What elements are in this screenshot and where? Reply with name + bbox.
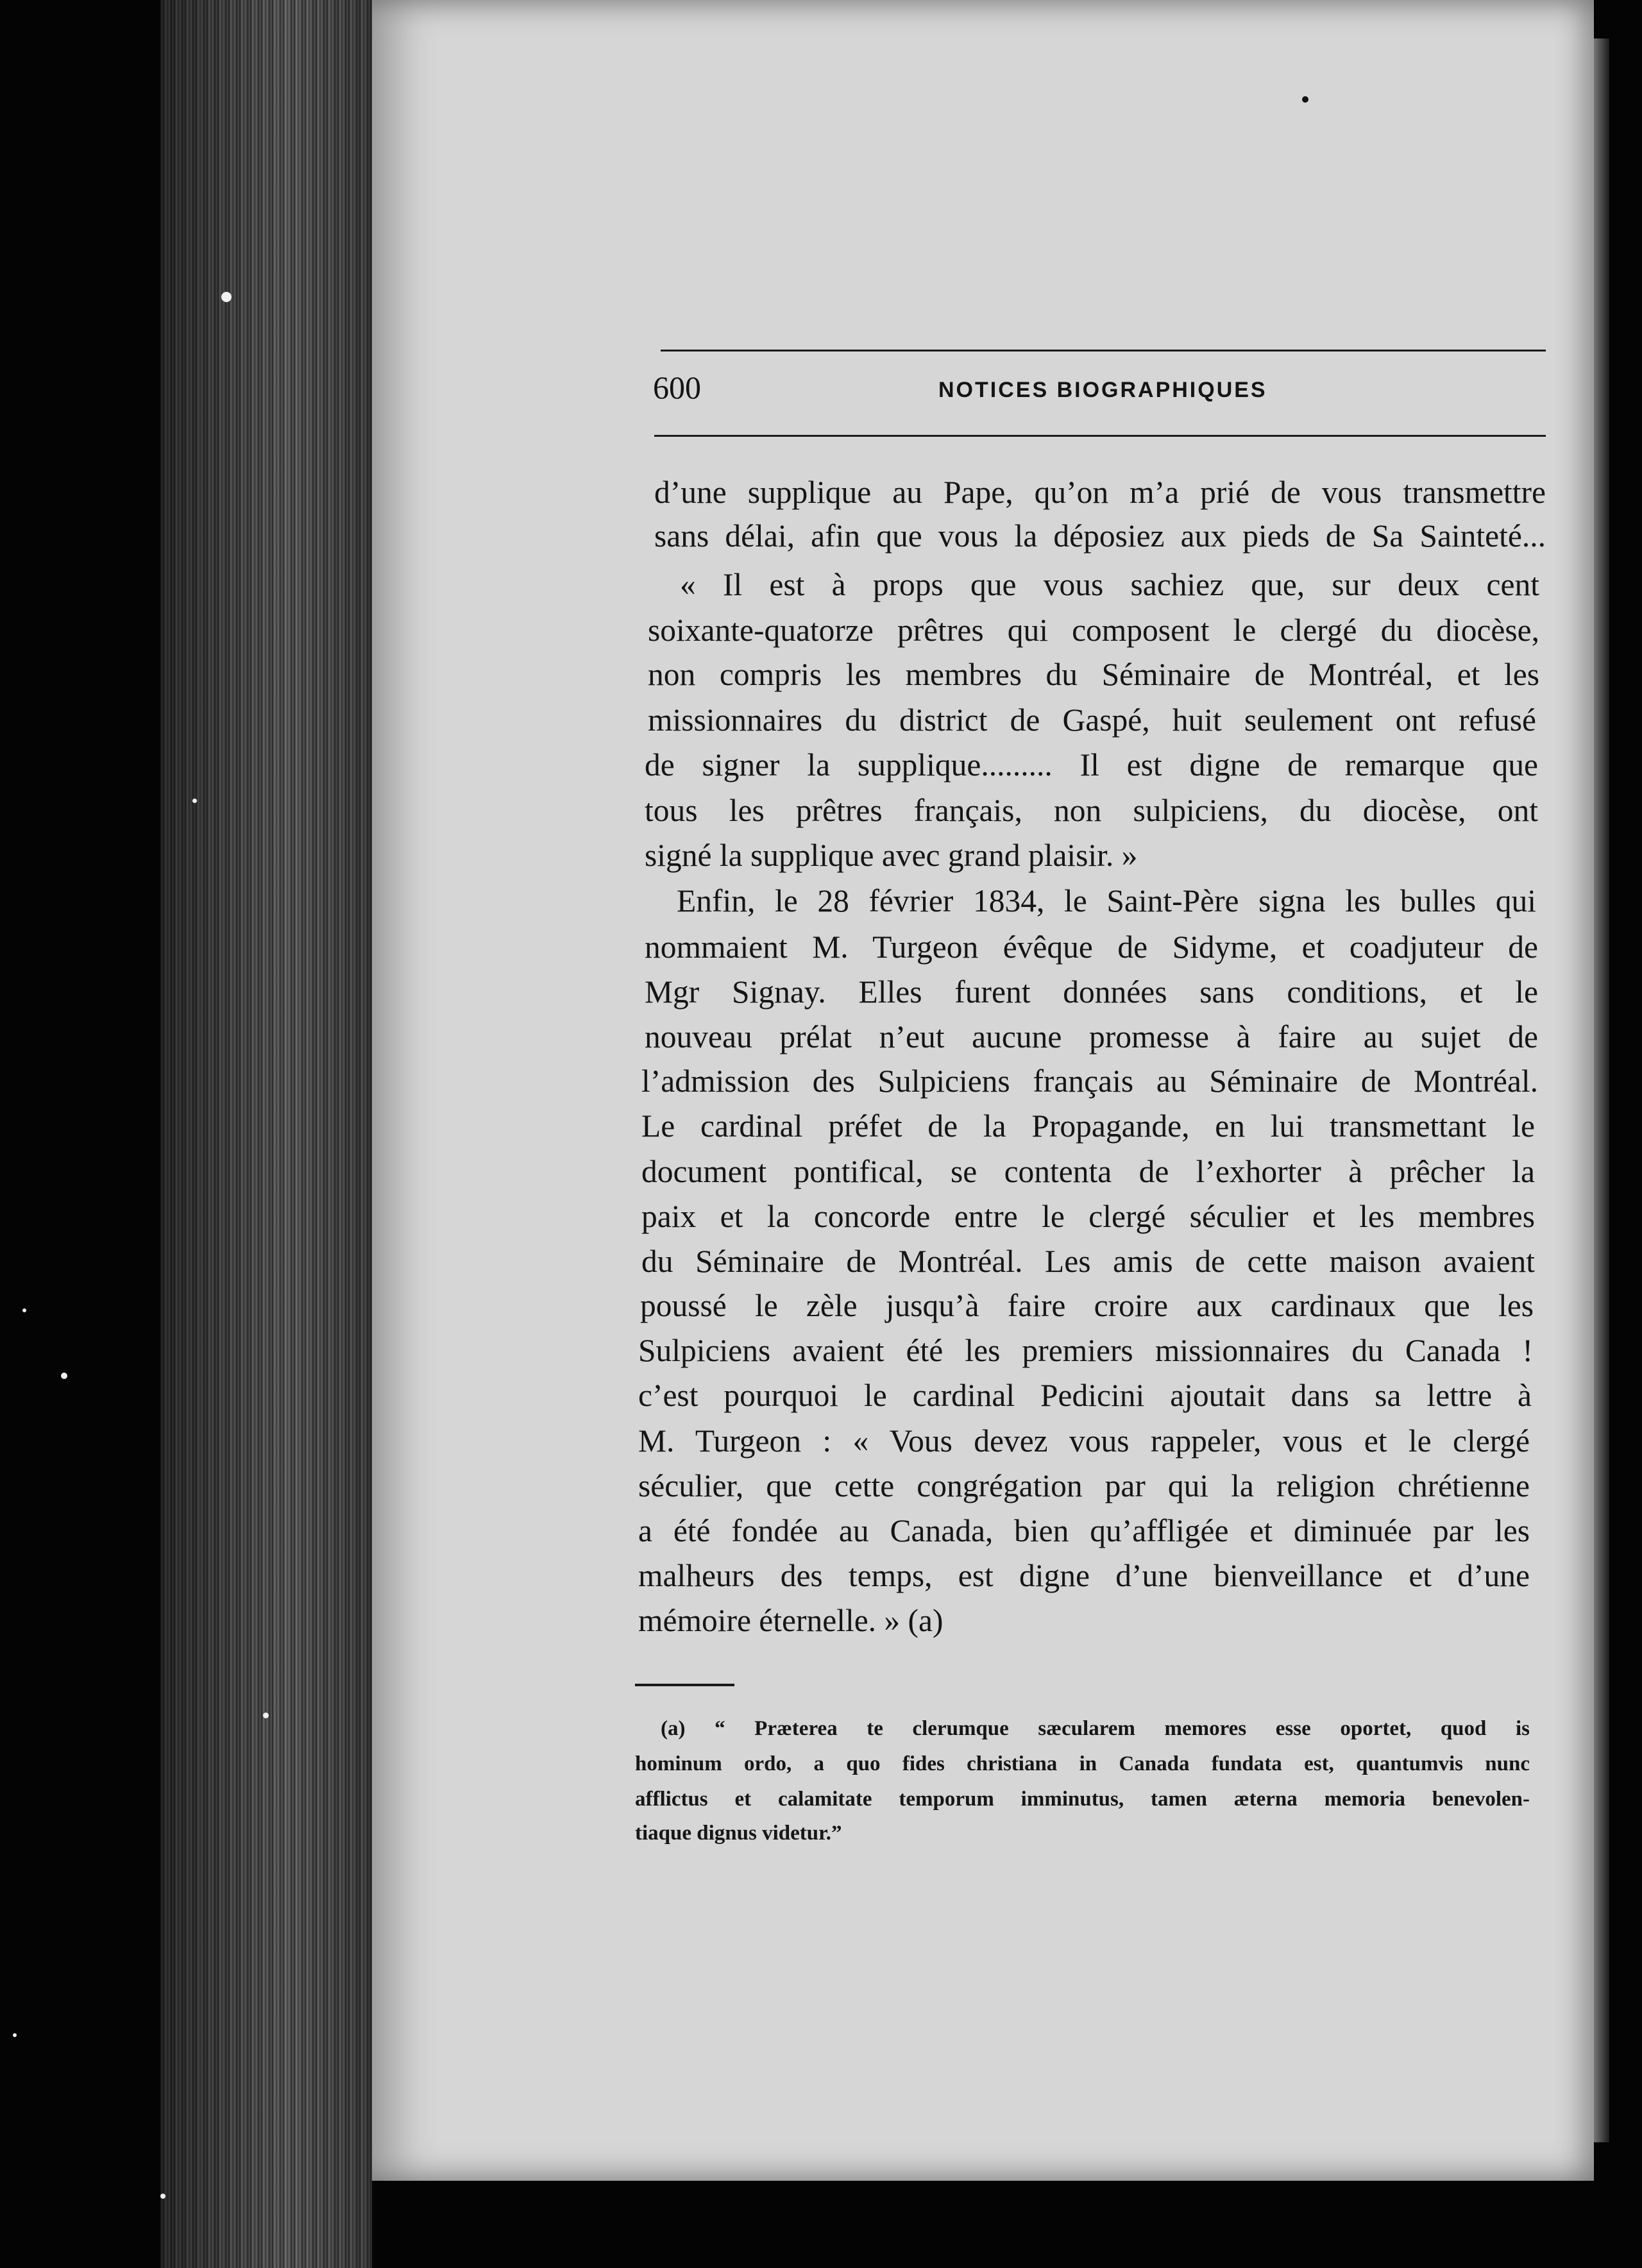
footnote-line: (a) “ Præterea te clerumque sæcularem memores esse oportet, quod is <box>661 1717 1530 1740</box>
body-line: poussé le zèle jusqu’à faire croire aux cardinaux que les <box>640 1288 1534 1323</box>
body-line: missionnaires du district de Gaspé, huit seulement ont refusé <box>648 702 1536 738</box>
footnote-line: tiaque dignus videtur.” <box>635 1822 842 1845</box>
scan-speck <box>1302 96 1308 103</box>
scan-speck <box>13 2033 17 2037</box>
body-line: non compris les membres du Séminaire de Montréal, et les <box>648 657 1539 692</box>
footnote-line: afflictus et calamitate temporum imminutus, tamen æterna memoria benevolen- <box>635 1788 1530 1811</box>
footnote-line: hominum ordo, a quo fides christiana in Canada fundata est, quantumvis nunc <box>635 1752 1530 1775</box>
page-number: 600 <box>653 369 701 405</box>
scan-speck <box>221 292 232 302</box>
body-line: a été fondée au Canada, bien qu’affligée et diminuée par les <box>638 1513 1530 1548</box>
body-line: soixante-quatorze prêtres qui composent le clergé du diocèse, <box>648 613 1539 648</box>
body-line: d’une supplique au Pape, qu’on m’a prié de vous transmettre <box>654 475 1546 510</box>
body-line: mémoire éternelle. » (a) <box>638 1603 944 1638</box>
body-line: « Il est à props que vous sachiez que, sur deux cent <box>680 567 1539 602</box>
body-line: nommaient M. Turgeon évêque de Sidyme, et coadjuteur de <box>645 929 1538 965</box>
body-line: du Séminaire de Montréal. Les amis de cette maison avaient <box>641 1244 1535 1279</box>
footnote-rule <box>635 1684 734 1686</box>
body-line: M. Turgeon : « Vous devez vous rappeler, vous et le clergé <box>638 1423 1530 1459</box>
scan-speck <box>192 799 197 803</box>
body-line: signé la supplique avec grand plaisir. » <box>645 838 1138 873</box>
body-line: nouveau prélat n’eut aucune promesse à faire au sujet de <box>645 1019 1538 1054</box>
body-line: de signer la supplique......... Il est digne de remarque que <box>645 747 1538 783</box>
body-line: paix et la concorde entre le clergé séculier et les membres <box>641 1199 1535 1234</box>
scan-speck <box>263 1713 269 1718</box>
scan-speck <box>22 1308 26 1312</box>
body-line: Enfin, le 28 février 1834, le Saint-Père signa les bulles qui <box>677 883 1536 918</box>
body-line: document pontifical, se contenta de l’exhorter à prêcher la <box>641 1154 1535 1189</box>
scan-speck <box>160 2194 165 2199</box>
body-line: Sulpiciens avaient été les premiers missionnaires du Canada ! <box>638 1333 1533 1368</box>
body-line: Mgr Signay. Elles furent données sans conditions, et le <box>645 974 1538 1010</box>
body-line: tous les prêtres français, non sulpiciens, du diocèse, ont <box>645 793 1538 828</box>
body-line: séculier, que cette congrégation par qui la religion chrétienne <box>638 1468 1530 1503</box>
body-line: c’est pourquoi le cardinal Pedicini ajoutait dans sa lettre à <box>638 1378 1532 1413</box>
body-line: Le cardinal préfet de la Propagande, en lui transmettant le <box>641 1108 1535 1144</box>
body-line: malheurs des temps, est digne d’une bienveillance et d’une <box>638 1558 1530 1593</box>
scan-speck <box>61 1373 67 1379</box>
body-line: sans délai, afin que vous la déposiez aux pieds de Sa Sainteté... <box>654 518 1546 554</box>
running-head-title: NOTICES BIOGRAPHIQUES <box>938 378 1267 402</box>
body-line: l’admission des Sulpiciens français au Séminaire de Montréal. <box>641 1063 1538 1099</box>
